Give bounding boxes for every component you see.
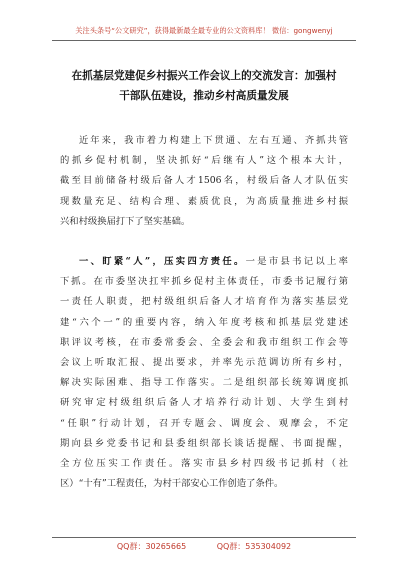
- section-heading-rest: 一是市县书记以上率: [245, 256, 348, 267]
- paragraph-section-1: [60, 252, 348, 494]
- section-heading: 一、盯紧“人”，压实四方责任。: [79, 256, 246, 267]
- paragraph-line: 现数量充足、结构合理、素质优良，为高质量推进乡村振: [60, 195, 348, 207]
- paragraph-line: 截至目前储备村级后备人才1506名，村级后备人才队伍实: [60, 175, 348, 187]
- page-footer: [0, 541, 408, 552]
- footer-qq-group-1: QQ群：30265665: [116, 542, 187, 551]
- title-line-1: 在抓基层党建促乡村振兴工作会议上的交流发言：加强村: [71, 70, 337, 82]
- paragraph-line: “任职”行动计划，召开专题会、调度会、观摩会，不定: [60, 417, 348, 429]
- paragraph-line: 职评议考核，在市委常委会、全委会和我市组织工作会等: [60, 336, 348, 348]
- paragraph-line: [60, 252, 348, 272]
- paragraph-line: 区）“十有”工程责任，为村干部安心工作创造了条件。: [60, 478, 284, 490]
- paragraph-line: 近年来，我市着力构建上下贯通、左右互通、齐抓共管: [79, 135, 348, 146]
- paragraph-line: 建“六个一”的重要内容，纳入年度考核和抓基层党建述: [60, 316, 348, 328]
- paragraph-line: 全方位压实工作责任。落实市县乡村四级书记抓村（社: [60, 458, 348, 470]
- header-rule: [52, 40, 356, 41]
- paragraph-line: 研究审定村级组织后备人才培养行动计划、大学生到村: [60, 397, 348, 409]
- paragraph-line: 解决实际困难、指导工作落实。二是组织部长统筹调度抓: [60, 377, 348, 389]
- title-line-2: 干部队伍建设，推动乡村高质量发展: [119, 90, 289, 102]
- paragraph-line: 会议上听取汇报、提出要求，并率先示范调访所有乡村，: [60, 357, 348, 369]
- document-title: [55, 66, 353, 106]
- paragraph-line: 的抓乡促村机制，坚决抓好“后继有人”这个根本大计，: [60, 155, 348, 167]
- paragraph-intro: [60, 131, 348, 232]
- page-header: 关注头条号“公文研究”，获得最新最全最专业的公文资料库！ 微信：gongwenyj: [75, 26, 333, 35]
- paragraph-line: 下抓。在市委坚决扛牢抓乡促村主体责任，市委书记履行第: [60, 276, 348, 288]
- paragraph-line: 一责任人职责，把村级组织后备人才培育作为落实基层党: [60, 296, 348, 308]
- footer-rule: [52, 537, 356, 538]
- paragraph-line: 兴和村级换届打下了坚实基础。: [60, 215, 191, 227]
- paragraph-line: 期向县乡党委书记和县委组织部长谈话提醒、书面提醒，: [60, 437, 348, 449]
- footer-qq-group-2: QQ群：535304092: [216, 542, 292, 551]
